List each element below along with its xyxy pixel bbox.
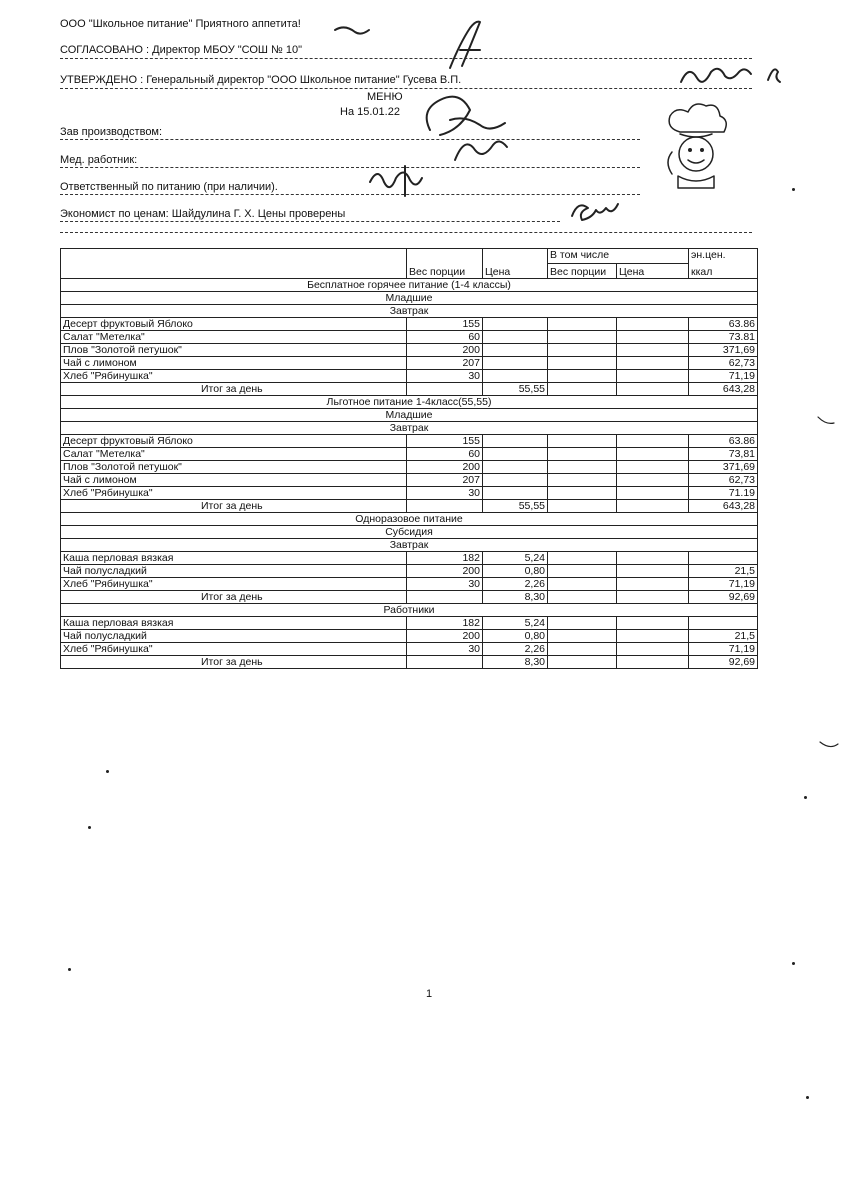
weight-cell: 182 <box>407 617 483 630</box>
dish-name: Хлеб "Рябинушка" <box>61 370 407 383</box>
kcal-cell: 62,73 <box>689 474 758 487</box>
total-row <box>61 591 758 604</box>
table-header-row-1 <box>61 249 758 264</box>
price-cell: 8,30 <box>483 591 548 604</box>
weight-cell <box>407 383 483 396</box>
table-row <box>61 344 758 357</box>
kcal-cell: 371,69 <box>689 344 758 357</box>
kcal-cell: 92,69 <box>689 591 758 604</box>
weight-cell <box>407 500 483 513</box>
inc-weight-cell <box>548 656 617 669</box>
kcal-cell: 63.86 <box>689 318 758 331</box>
weight-cell <box>407 656 483 669</box>
inc-price-cell <box>617 383 689 396</box>
weight-cell: 30 <box>407 487 483 500</box>
total-label: Итог за день <box>61 591 407 604</box>
scan-speck <box>106 770 109 773</box>
inc-weight-cell <box>548 474 617 487</box>
header-price: Цена <box>483 264 548 279</box>
inc-weight-cell <box>548 318 617 331</box>
inc-weight-cell <box>548 552 617 565</box>
inc-weight-cell <box>548 643 617 656</box>
kcal-cell: 71,19 <box>689 370 758 383</box>
table-row <box>61 487 758 500</box>
kcal-cell: 92,69 <box>689 656 758 669</box>
header-inc-weight: Вес порции <box>548 264 617 279</box>
dish-name: Чай полусладкий <box>61 630 407 643</box>
inc-price-cell <box>617 630 689 643</box>
section-row <box>61 292 758 305</box>
price-cell: 0,80 <box>483 565 548 578</box>
responsible-underline <box>60 194 640 195</box>
weight-cell: 182 <box>407 552 483 565</box>
header-blank-cell <box>61 249 407 264</box>
inc-weight-cell <box>548 461 617 474</box>
dish-name: Чай с лимоном <box>61 357 407 370</box>
total-label: Итог за день <box>61 383 407 396</box>
weight-cell: 30 <box>407 643 483 656</box>
section-row <box>61 409 758 422</box>
dish-name: Чай полусладкий <box>61 565 407 578</box>
dish-name: Хлеб "Рябинушка" <box>61 578 407 591</box>
kcal-cell: 643,28 <box>689 500 758 513</box>
kcal-cell: 21,5 <box>689 630 758 643</box>
inc-weight-cell <box>548 435 617 448</box>
inc-price-cell <box>617 500 689 513</box>
header-blank-weight <box>407 249 483 264</box>
price-cell <box>483 487 548 500</box>
total-label: Итог за день <box>61 656 407 669</box>
section-row <box>61 305 758 318</box>
inc-price-cell <box>617 435 689 448</box>
weight-cell: 200 <box>407 565 483 578</box>
header-including: В том числе <box>548 249 689 264</box>
section-label: Завтрак <box>61 422 758 435</box>
dish-name: Десерт фруктовый Яблоко <box>61 435 407 448</box>
table-row <box>61 630 758 643</box>
table-row <box>61 578 758 591</box>
company-name: ООО "Школьное питание" Приятного аппетита! <box>60 18 301 30</box>
scan-mark <box>816 415 836 427</box>
page-number: 1 <box>426 988 433 1000</box>
price-cell <box>483 344 548 357</box>
scan-speck <box>806 1096 809 1099</box>
approved-underline <box>60 88 752 89</box>
production-head-label: Зав производством: <box>60 126 163 138</box>
weight-cell: 200 <box>407 344 483 357</box>
table-row <box>61 552 758 565</box>
weight-cell: 30 <box>407 578 483 591</box>
kcal-cell: 643,28 <box>689 383 758 396</box>
inc-weight-cell <box>548 617 617 630</box>
table-row <box>61 474 758 487</box>
inc-price-cell <box>617 448 689 461</box>
inc-price-cell <box>617 643 689 656</box>
kcal-cell: 21,5 <box>689 565 758 578</box>
production-head-underline <box>60 139 640 140</box>
dish-name: Каша перловая вязкая <box>61 552 407 565</box>
header-separator <box>60 232 752 233</box>
inc-weight-cell <box>548 591 617 604</box>
weight-cell: 155 <box>407 435 483 448</box>
price-cell: 55,55 <box>483 500 548 513</box>
chef-mascot-icon <box>660 102 732 190</box>
inc-weight-cell <box>548 331 617 344</box>
weight-cell: 60 <box>407 448 483 461</box>
header-weight: Вес порции <box>407 264 483 279</box>
economist-label: Экономист по ценам: Шайдулина Г. Х. Цены проверены <box>60 208 346 220</box>
price-cell <box>483 448 548 461</box>
inc-weight-cell <box>548 448 617 461</box>
section-label: Завтрак <box>61 539 758 552</box>
menu-date: На 15.01.22 <box>340 106 400 118</box>
price-cell: 2,26 <box>483 578 548 591</box>
section-row <box>61 422 758 435</box>
economist-underline <box>60 221 560 222</box>
dish-name: Хлеб "Рябинушка" <box>61 487 407 500</box>
section-label: Льготное питание 1-4класс(55,55) <box>61 396 758 409</box>
total-row <box>61 656 758 669</box>
medic-underline <box>60 167 640 168</box>
table-row <box>61 318 758 331</box>
price-cell <box>483 331 548 344</box>
price-cell: 0,80 <box>483 630 548 643</box>
dish-name: Плов "Золотой петушок" <box>61 344 407 357</box>
section-row <box>61 604 758 617</box>
section-label: Завтрак <box>61 305 758 318</box>
header-name-cell <box>61 264 407 279</box>
section-label: Младшие <box>61 292 758 305</box>
inc-price-cell <box>617 474 689 487</box>
inc-price-cell <box>617 656 689 669</box>
inc-price-cell <box>617 552 689 565</box>
inc-weight-cell <box>548 630 617 643</box>
price-cell <box>483 474 548 487</box>
inc-price-cell <box>617 331 689 344</box>
inc-weight-cell <box>548 357 617 370</box>
inc-price-cell <box>617 591 689 604</box>
section-row <box>61 396 758 409</box>
price-cell: 5,24 <box>483 552 548 565</box>
kcal-cell: 71.19 <box>689 487 758 500</box>
scan-speck <box>792 962 795 965</box>
weight-cell <box>407 591 483 604</box>
dish-name: Плов "Золотой петушок" <box>61 461 407 474</box>
inc-price-cell <box>617 370 689 383</box>
dish-name: Салат "Метелка" <box>61 331 407 344</box>
price-cell <box>483 461 548 474</box>
section-label: Работники <box>61 604 758 617</box>
section-label: Младшие <box>61 409 758 422</box>
table-row <box>61 370 758 383</box>
weight-cell: 207 <box>407 474 483 487</box>
table-row <box>61 565 758 578</box>
kcal-cell <box>689 617 758 630</box>
header-energy: эн.цен. <box>689 249 758 264</box>
price-cell: 55,55 <box>483 383 548 396</box>
inc-weight-cell <box>548 370 617 383</box>
dish-name: Каша перловая вязкая <box>61 617 407 630</box>
inc-price-cell <box>617 487 689 500</box>
responsible-signature <box>365 162 435 202</box>
inc-price-cell <box>617 357 689 370</box>
table-header-row-2 <box>61 264 758 279</box>
section-row <box>61 279 758 292</box>
economist-signature <box>566 198 626 226</box>
responsible-label: Ответственный по питанию (при наличии). <box>60 181 278 193</box>
kcal-cell: 62,73 <box>689 357 758 370</box>
section-row <box>61 539 758 552</box>
header-blank-price <box>483 249 548 264</box>
inc-price-cell <box>617 344 689 357</box>
section-label: Одноразовое питание <box>61 513 758 526</box>
kcal-cell: 371,69 <box>689 461 758 474</box>
dish-name: Хлеб "Рябинушка" <box>61 643 407 656</box>
director-signature <box>676 60 786 90</box>
kcal-cell: 63.86 <box>689 435 758 448</box>
dish-name: Салат "Метелка" <box>61 448 407 461</box>
table-row <box>61 617 758 630</box>
inc-price-cell <box>617 565 689 578</box>
price-cell: 5,24 <box>483 617 548 630</box>
section-label: Бесплатное горячее питание (1-4 классы) <box>61 279 758 292</box>
table-row <box>61 331 758 344</box>
weight-cell: 207 <box>407 357 483 370</box>
table-row <box>61 643 758 656</box>
header-inc-price: Цена <box>617 264 689 279</box>
inc-weight-cell <box>548 383 617 396</box>
signature-scribble-top <box>330 20 490 70</box>
dish-name: Десерт фруктовый Яблоко <box>61 318 407 331</box>
price-cell <box>483 318 548 331</box>
approved-line: УТВЕРЖДЕНО : Генеральный директор "ООО Школьное питание" Гусева В.П. <box>60 74 462 86</box>
weight-cell: 200 <box>407 461 483 474</box>
kcal-cell: 73,81 <box>689 448 758 461</box>
scan-speck <box>88 826 91 829</box>
inc-weight-cell <box>548 500 617 513</box>
weight-cell: 155 <box>407 318 483 331</box>
kcal-cell: 71,19 <box>689 578 758 591</box>
section-label: Субсидия <box>61 526 758 539</box>
weight-cell: 30 <box>407 370 483 383</box>
menu-title: МЕНЮ <box>367 91 403 103</box>
table-row <box>61 357 758 370</box>
header-kcal: ккал <box>689 264 758 279</box>
scan-mark <box>818 738 840 750</box>
inc-weight-cell <box>548 487 617 500</box>
scan-speck <box>792 188 795 191</box>
price-cell: 8,30 <box>483 656 548 669</box>
kcal-cell: 71,19 <box>689 643 758 656</box>
inc-weight-cell <box>548 565 617 578</box>
weight-cell: 60 <box>407 331 483 344</box>
agreed-line: СОГЛАСОВАНО : Директор МБОУ "СОШ № 10" <box>60 44 303 56</box>
inc-weight-cell <box>548 578 617 591</box>
inc-weight-cell <box>548 344 617 357</box>
production-signature <box>410 90 520 170</box>
inc-price-cell <box>617 578 689 591</box>
inc-price-cell <box>617 461 689 474</box>
kcal-cell: 73.81 <box>689 331 758 344</box>
table-row <box>61 435 758 448</box>
scan-speck <box>68 968 71 971</box>
section-row <box>61 513 758 526</box>
medic-label: Мед. работник: <box>60 154 138 166</box>
total-row <box>61 500 758 513</box>
total-label: Итог за день <box>61 500 407 513</box>
section-row <box>61 526 758 539</box>
table-row <box>61 448 758 461</box>
kcal-cell <box>689 552 758 565</box>
price-cell <box>483 357 548 370</box>
total-row <box>61 383 758 396</box>
price-cell: 2,26 <box>483 643 548 656</box>
dish-name: Чай с лимоном <box>61 474 407 487</box>
inc-price-cell <box>617 318 689 331</box>
scan-speck <box>804 796 807 799</box>
price-cell <box>483 370 548 383</box>
table-row <box>61 461 758 474</box>
menu-table <box>60 248 758 669</box>
inc-price-cell <box>617 617 689 630</box>
weight-cell: 200 <box>407 630 483 643</box>
price-cell <box>483 435 548 448</box>
